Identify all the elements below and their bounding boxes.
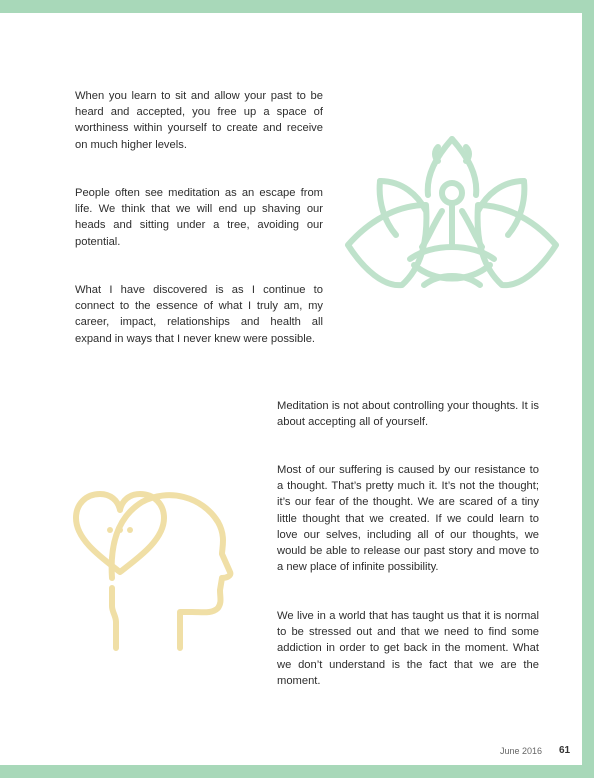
page-number: 61 [559,745,571,756]
paragraph-escape-from-life: People often see meditation as an escape from life. We think that we will end up shaving our heads and sitting under a tree, avoiding our potential. [75,187,323,248]
footer-date: June 2016 [500,746,543,756]
head-heart-icon [72,488,238,654]
paragraph-suffering: Most of our suffering is caused by our resistance to a thought. That’s pretty much it. It’s not the thought; it’s our fear of the thought. We are scared of a tiny little thought that we created. If we could learn to love our selves, including all of our thoughts, we would be able to release our past story and move to a new place of infinite possibility. [277,464,539,574]
paragraph-past-heard: When you learn to sit and allow your past to be heard and accepted, you free up a space of worthiness within yourself to create and receive on much higher levels. [75,90,323,151]
paragraph-world-stressed: We live in a world that has taught us that it is normal to be stressed out and that we need to find some addiction in order to get back in the moment. What we don’t understand is the fact that we are the moment. [277,610,539,687]
paragraph-discovered: What I have discovered is as I continue to connect to the essence of what I truly am, my career, impact, relationships and health all expand in ways that I never knew were possible. [75,284,323,345]
paragraph-meditation-not-control: Meditation is not about controlling your thoughts. It is about accepting all of yourself. [277,400,539,429]
meditation-lotus-icon [344,135,560,295]
